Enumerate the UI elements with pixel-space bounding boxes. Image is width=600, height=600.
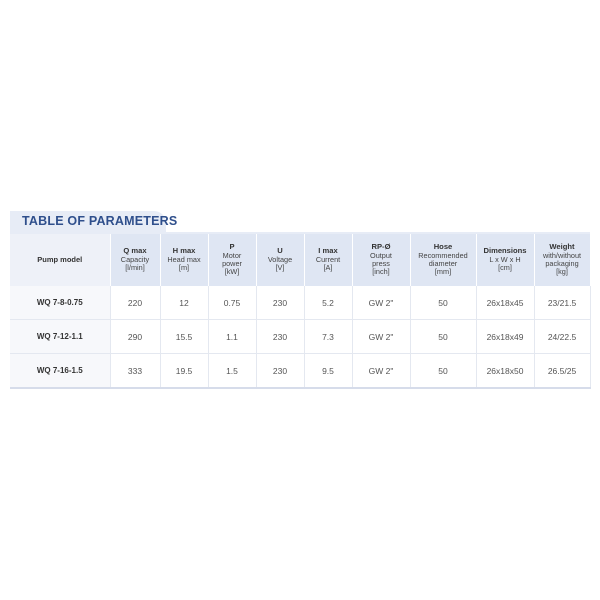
cell-q-max: 333 (110, 354, 160, 389)
cell-dimensions: 26x18x50 (476, 354, 534, 389)
cell-rp: GW 2" (352, 320, 410, 354)
cell-h-max: 12 (160, 286, 208, 320)
cell-hose: 50 (410, 320, 476, 354)
cell-i-max: 5.2 (304, 286, 352, 320)
cell-hose: 50 (410, 286, 476, 320)
cell-weight: 24/22.5 (534, 320, 590, 354)
cell-i-max: 9.5 (304, 354, 352, 389)
column-header-weight: Weight with/without packaging [kg] (534, 234, 590, 286)
cell-rp: GW 2" (352, 354, 410, 389)
cell-pump-model: WQ 7-12-1.1 (10, 320, 110, 354)
cell-u: 230 (256, 320, 304, 354)
cell-rp: GW 2" (352, 286, 410, 320)
cell-p: 1.5 (208, 354, 256, 389)
table-row (10, 320, 590, 354)
column-header-u: U Voltage [V] (256, 234, 304, 286)
cell-h-max: 19.5 (160, 354, 208, 389)
cell-i-max: 7.3 (304, 320, 352, 354)
column-header-hose: Hose Recommended diameter [mm] (410, 234, 476, 286)
column-header-i-max: I max Current [A] (304, 234, 352, 286)
cell-dimensions: 26x18x45 (476, 286, 534, 320)
parameters-table (10, 234, 591, 389)
cell-pump-model: WQ 7-8-0.75 (10, 286, 110, 320)
column-header-h-max: H max Head max [m] (160, 234, 208, 286)
cell-p: 0.75 (208, 286, 256, 320)
column-header-rp: RP-Ø Output press [inch] (352, 234, 410, 286)
cell-pump-model: WQ 7-16-1.5 (10, 354, 110, 389)
cell-dimensions: 26x18x49 (476, 320, 534, 354)
cell-u: 230 (256, 354, 304, 389)
cell-h-max: 15.5 (160, 320, 208, 354)
table-row (10, 354, 590, 389)
table-header-row (10, 234, 590, 286)
cell-weight: 23/21.5 (534, 286, 590, 320)
cell-p: 1.1 (208, 320, 256, 354)
cell-weight: 26.5/25 (534, 354, 590, 389)
table-row (10, 286, 590, 320)
table-title-tab (10, 211, 178, 234)
cell-q-max: 290 (110, 320, 160, 354)
column-header-pump-model: Pump model (10, 234, 110, 286)
column-header-p: P Motor power [kW] (208, 234, 256, 286)
column-header-q-max: Q max Capacity [l/min] (110, 234, 160, 286)
cell-u: 230 (256, 286, 304, 320)
column-header-dimensions: Dimensions L x W x H [cm] (476, 234, 534, 286)
cell-q-max: 220 (110, 286, 160, 320)
cell-hose: 50 (410, 354, 476, 389)
table-title: TABLE OF PARAMETERS (22, 214, 178, 228)
